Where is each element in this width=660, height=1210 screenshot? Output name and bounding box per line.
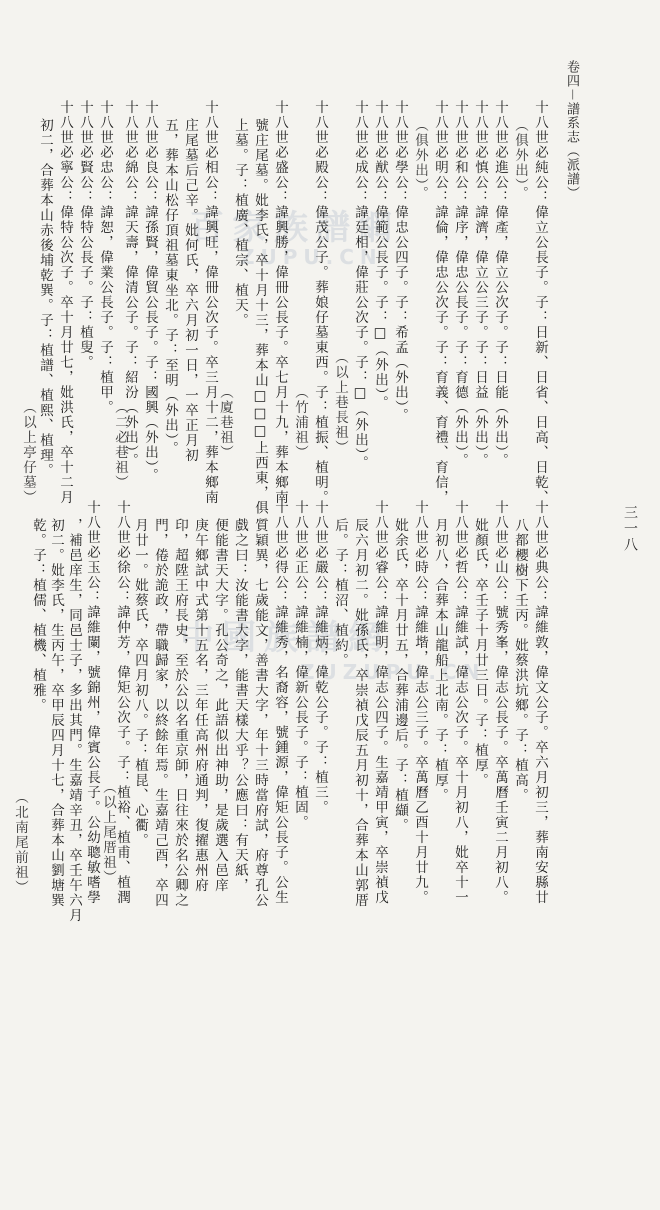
branch-note: （竹浦祖） xyxy=(292,385,308,460)
entry-line: 十八世必明公：諱倫，偉忠公次子。子：育義、育禮、育信， xyxy=(432,100,448,505)
entry-line: 乾。子：植儒、植機、植雅。 xyxy=(30,518,46,713)
chapter-header: 卷四－譜系志（派譜） xyxy=(564,60,579,201)
page-number: 三一八 xyxy=(622,505,638,553)
entry-line: 五，葬本山松仔頂祖墓東坐北。子：至明（外出）。 xyxy=(162,118,178,457)
entry-line: 月初八，合葬本山龍船上北南。子：植厚。 xyxy=(432,518,448,803)
entry-line: 十八世必殿公：偉茂公子。葬娘仔墓東西。子：植振、植明。 xyxy=(312,100,328,505)
entry-line: 十八世必玉公：諱維闌，號錦州，偉賓公長子。公幼聰敏嗜學 xyxy=(84,500,100,905)
watermark: ZUPU.CN xyxy=(240,245,383,269)
entry-line: 十八世必良公：諱孫賢，偉貿公長子。子：國興（外出）。 xyxy=(142,100,158,484)
branch-note: （二必巷祖） xyxy=(112,400,128,490)
entry-line: 質穎異，七歲能文，善書大字，年十三時當府試，府尊孔公 xyxy=(252,518,268,908)
entry-line: 十八世必睿公：諱維明，偉志公四子。生嘉靖甲寅，卒崇禎戊 xyxy=(372,500,388,905)
branch-note: （以上巷長祖） xyxy=(332,350,348,455)
watermark: 百家族譜網 xyxy=(190,208,400,248)
entry-line: 十八世必嚴公：諱維炳，偉乾公子。子：植三。 xyxy=(312,500,328,815)
watermark: ZUZUPU.CN xyxy=(300,660,486,684)
entry-line: 戲之曰：汝能書大字，能書天樣大乎？公應曰：有天紙， xyxy=(232,518,248,893)
entry-line: 初二。妣李氏，生丙午，卒甲辰四月十七，合葬本山劉塘巽 xyxy=(48,518,64,908)
entry-line: 十八世必純公：偉立公長子。子：日新、日省、日高、日乾、 xyxy=(532,100,548,505)
entry-line: 十八世必忠公：諱恕，偉業公長子。子：植甲。 xyxy=(97,100,113,415)
entry-line: 月廿一。妣蔡氏，卒四月初八。子：植昆、心衢。 xyxy=(132,518,148,848)
branch-note: （以上亭仔墓） xyxy=(20,400,36,505)
entry-line: 十八世必學公：偉忠公四子。子：希孟（外出）。 xyxy=(392,100,408,424)
entry-line: 十八世必相公：諱興旺，偉冊公次子。卒三月十二，葬本鄉南 xyxy=(202,100,218,505)
entry-line: 妣余氏，卒十月廿五，合葬浦邊后。子：植纈。 xyxy=(392,518,408,833)
entry-line: 庄尾墓后己辛。妣何氏，卒六月初一日，一卒正月初 xyxy=(182,118,198,463)
entry-line: 辰六月初二。妣孫氏，卒崇禎戊辰五月初十，合葬本山郭厝 xyxy=(352,518,368,908)
entry-line: 十八世必時公：諱維堦，偉志公三子。卒萬曆乙酉十月廿九。 xyxy=(412,500,428,905)
entry-line: 上墓。子：植廣、植宗、植天。 xyxy=(232,118,248,328)
entry-line: 庚午鄉試中式第十五名，三年任高州府通判，復擢惠州府 xyxy=(192,518,208,893)
entry-line: 號庄尾墓。妣李氏，卒十月十三，葬本山□□□上西東，俱 xyxy=(252,118,268,516)
entry-line: 十八世必和公：諱序，偉忠公長子。子：育德（外出）。 xyxy=(452,100,468,469)
entry-line: 十八世必猷公：偉範公長子。子：□（外出）。 xyxy=(372,100,388,411)
watermark: 中國族譜網 xyxy=(180,618,390,658)
entry-line: 十八世必哲公：諱維試，偉志公次子。卒十月初八，妣卒十一 xyxy=(452,500,468,905)
branch-note: （以上尾厝祖） xyxy=(100,780,116,885)
branch-note: （北南尾前祖） xyxy=(12,790,28,895)
entry-line: 十八世必山公：號秀峯，偉志公長子。卒萬曆壬寅二月初八。 xyxy=(492,500,508,905)
entry-line: 妣顏氏，卒壬子十月廿三日。子：植厚。 xyxy=(472,518,488,788)
entry-line: 十八世必典公：諱維敦，偉文公子。卒六月初三，葬南安縣廿 xyxy=(532,500,548,905)
entry-line: 門，倦於詭政，帶職歸家，以終餘年焉。生嘉靖己酉，卒四 xyxy=(152,518,168,908)
entry-line: 十八世必正公：諱維楠，偉新公長子。子：植固。 xyxy=(292,500,308,830)
entry-line: 十八世必寧公：偉特公次子。卒十月廿七，妣洪氏，卒十二月 xyxy=(57,100,73,505)
entry-line: 十八世必盛公：諱興勝，偉冊公長子。卒七月十九，葬本鄉南 xyxy=(272,100,288,505)
entry-line: 十八世必慎公：諱濟，偉立公三子。子：日益（外出）。 xyxy=(472,100,488,469)
entry-line: 八都櫻樹下壬丙。妣蔡洪坑鄉。子：植高。 xyxy=(512,518,528,803)
entry-line: 初二，合葬本山赤後埔乾巽。子：植譜、植熙、植理。 xyxy=(37,118,53,478)
entry-line: 十八世必成公：諱廷相，偉莊公次子。子：□（外出）。 xyxy=(352,100,368,471)
entry-line: 便能書天大字。孔公奇之，此語似出神助，是歲選入邑庠 xyxy=(212,518,228,893)
entry-note: （俱外出）。 xyxy=(512,118,528,202)
entry-line: ，補邑庠生，同邑士子，多出其門。生嘉靖辛丑，卒壬午六月 xyxy=(66,518,82,923)
entry-line: 十八世必徐公：諱仲芳，偉矩公次子。子：植裕、植甫、植潤 xyxy=(114,500,130,905)
entry-line: 后。子：植沼、植約。 xyxy=(332,518,348,668)
entry-line: 十八世必賢公：偉特公長子。子：植叟。 xyxy=(77,100,93,370)
entry-line: 十八世必進公：偉產，偉立公次子。子：日能（外出）。 xyxy=(492,100,508,469)
branch-note: （廈巷祖） xyxy=(217,385,233,460)
entry-note: （俱外出）。 xyxy=(412,118,428,202)
entry-line: 十八世必得公：諱維秀，名裔容，號鍾源，偉矩公長子。公生 xyxy=(272,500,288,905)
entry-line: 印，超陞王府長史，至於公以名重京師，日往來於名公卿之 xyxy=(172,518,188,908)
entry-line: 十八世必綿公：諱天壽，偉清公子。子：紹汾（外出）。 xyxy=(122,100,138,469)
